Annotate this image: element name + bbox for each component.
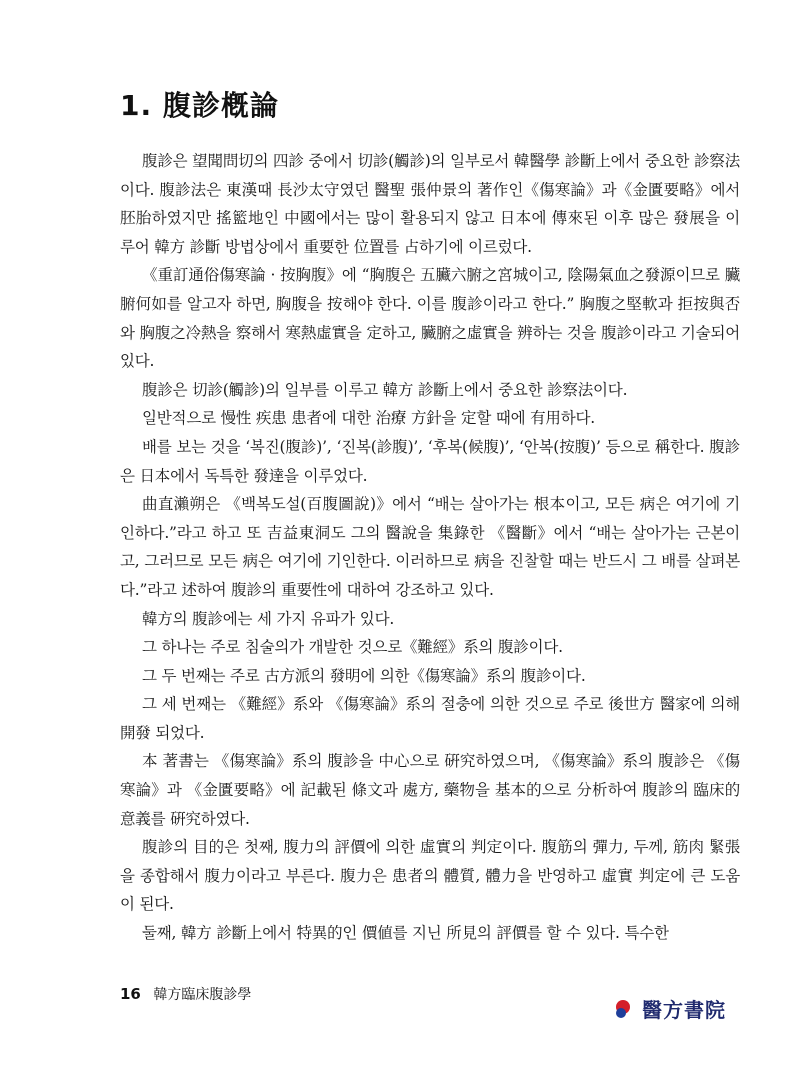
paragraph: 둘째, 韓方 診斷上에서 特異的인 價値를 지닌 所見의 評價를 할 수 있다. 특수한 bbox=[142, 924, 669, 943]
paragraph: 腹診의 目的은 첫째, 腹力의 評價에 의한 虛實의 判定이다. 腹筋의 彈力, 두께, 筋肉 緊張을 종합해서 腹力이라고 부른다. 腹力은 患者의 體質, 體力을 반영하고 虛實 判定에 큰 도움이 된다. bbox=[120, 838, 740, 914]
paragraph: 《重訂通俗傷寒論 · 按胸腹》에 “胸腹은 五臟六腑之宮城이고, 陰陽氣血之發源이므로 臟腑何如를 알고자 하면, 胸腹을 按해야 한다. 이를 腹診이라고 한다.” 胸腹之堅軟과 拒按與否와 胸腹之冷熱을 察해서 寒熱虛實을 定하고, 臟腑之虛實을 辨하는 것을 腹診이라고 기술되어 있다. bbox=[120, 266, 740, 371]
paragraph: 그 세 번째는 《難經》系와 《傷寒論》系의 절충에 의한 것으로 주로 後世方 醫家에 의해 開發 되었다. bbox=[120, 695, 740, 742]
paragraph: 腹診은 望聞問切의 四診 중에서 切診(觸診)의 일부로서 韓醫學 診斷上에서 중요한 診察法이다. 腹診法은 東漢때 長沙太守였던 醫聖 張仲景의 著作인《傷寒論》과《金匱要略》에서 胚胎하였지만 搖籃地인 中國에서는 많이 활용되지 않고 日本에 傳來된 이후 많은 發展을 이루어 韓方 診斷 방법상에서 重要한 位置를 占하기에 이르렀다. bbox=[120, 152, 740, 256]
paragraph: 일반적으로 慢性 疾患 患者에 대한 治療 方針을 定할 때에 有用하다. bbox=[142, 409, 595, 428]
page-footer bbox=[120, 984, 251, 1004]
paragraph: 韓方의 腹診에는 세 가지 유파가 있다. bbox=[142, 609, 395, 628]
running-book-title: 韓方臨床腹診學 bbox=[153, 987, 252, 1003]
paragraph: 曲直瀨朔은 《백복도설(百腹圖說)》에서 “배는 살아가는 根本이고, 모든 病은 여기에 기인하다.”라고 하고 또 吉益東洞도 그의 醫說을 集錄한 《醫斷》에서 “배는 살아가는 근본이고, 그러므로 모든 病은 여기에 기인한다. 이러하므로 病을 진찰할 때는 반드시 그 배를 살펴본다.”라고 述하여 腹診의 重要性에 대하여 강조하고 있다. bbox=[120, 495, 740, 599]
paragraph: 腹診은 切診(觸診)의 일부를 이루고 韓方 診斷上에서 중요한 診察法이다. bbox=[142, 380, 628, 399]
publisher-dots-icon bbox=[614, 998, 640, 1020]
chapter-title: 1. 腹診槪論 bbox=[120, 89, 279, 122]
publisher-name: 醫方書院 bbox=[642, 998, 726, 1022]
paragraph: 本 著書는 《傷寒論》系의 腹診을 中心으로 硏究하였으며, 《傷寒論》系의 腹診은 《傷寒論》과 《金匱要略》에 記載된 條文과 處方, 藥物을 基本的으로 分析하여 腹診의 臨床的 意義를 硏究하였다. bbox=[120, 752, 740, 828]
paragraph: 배를 보는 것을 ‘복진(腹診)’, ‘진복(診腹)’, ‘후복(候腹)’, ‘안복(按腹)’ 등으로 稱한다. 腹診은 日本에서 독특한 發達을 이루었다. bbox=[120, 437, 740, 485]
body-text bbox=[120, 147, 740, 948]
paragraph: 그 하나는 주로 침술의가 개발한 것으로《難經》系의 腹診이다. bbox=[142, 638, 563, 657]
page-number: 16 bbox=[120, 985, 141, 1003]
paragraph: 그 두 번째는 주로 古方派의 發明에 의한《傷寒論》系의 腹診이다. bbox=[142, 666, 586, 685]
publisher-logo bbox=[614, 994, 726, 1023]
